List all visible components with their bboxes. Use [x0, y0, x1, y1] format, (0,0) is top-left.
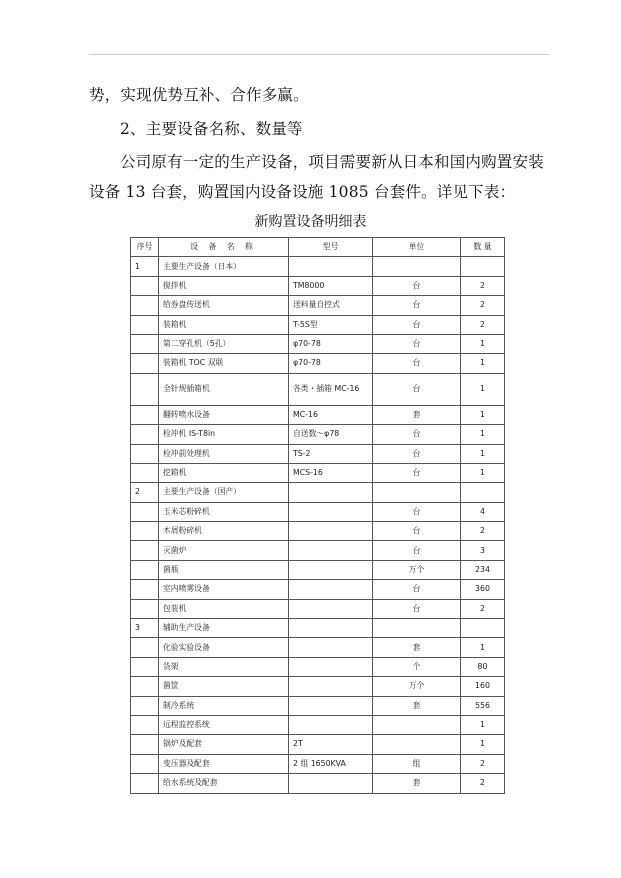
cell-index: 2 — [131, 483, 159, 502]
cell-qty — [461, 257, 505, 276]
cell-index — [131, 463, 159, 482]
cell-model — [289, 257, 373, 276]
cell-model: TS-2 — [289, 444, 373, 463]
cell-qty — [461, 619, 505, 638]
cell-qty: 1 — [461, 334, 505, 353]
table-row — [131, 774, 505, 793]
cell-unit: 台 — [373, 463, 461, 482]
cell-index — [131, 541, 159, 560]
cell-index — [131, 405, 159, 424]
cell-name: 栓冲机 IS-T8in — [159, 425, 289, 444]
table-row — [131, 502, 505, 521]
cell-qty: 2 — [461, 522, 505, 541]
header-rule — [89, 54, 549, 55]
table-row — [131, 296, 505, 315]
cell-model — [289, 483, 373, 502]
cell-model: 送料量自控式 — [289, 296, 373, 315]
cell-index — [131, 715, 159, 734]
cell-qty: 556 — [461, 696, 505, 715]
cell-model — [289, 715, 373, 734]
table-row — [131, 754, 505, 773]
table-row — [131, 334, 505, 353]
cell-name: 第二穿孔机（5孔） — [159, 334, 289, 353]
cell-index — [131, 444, 159, 463]
cell-unit: 万个 — [373, 677, 461, 696]
cell-unit: 台 — [373, 541, 461, 560]
table-row — [131, 425, 505, 444]
cell-unit: 台 — [373, 425, 461, 444]
cell-model: 2T — [289, 735, 373, 754]
cell-index — [131, 522, 159, 541]
table-row — [131, 657, 505, 676]
cell-name: 搅拌机 — [159, 276, 289, 295]
table-row — [131, 560, 505, 579]
cell-qty: 1 — [461, 463, 505, 482]
cell-name: 给水系统及配套 — [159, 774, 289, 793]
cell-index — [131, 354, 159, 373]
cell-unit — [373, 715, 461, 734]
cell-unit — [373, 735, 461, 754]
cell-name: 室内喷雾设备 — [159, 580, 289, 599]
header-model: 型号 — [289, 238, 373, 257]
table-row — [131, 638, 505, 657]
table-row — [131, 599, 505, 618]
cell-index — [131, 425, 159, 444]
cell-model — [289, 599, 373, 618]
cell-model — [289, 560, 373, 579]
cell-name: 装箱机 TOC 双联 — [159, 354, 289, 373]
cell-unit: 个 — [373, 657, 461, 676]
table-row — [131, 715, 505, 734]
cell-index: 1 — [131, 257, 159, 276]
cell-unit: 套 — [373, 696, 461, 715]
table-row — [131, 483, 505, 502]
cell-unit — [373, 257, 461, 276]
cell-model: 各类・插箱 MC-16 — [289, 373, 373, 405]
cell-qty: 234 — [461, 560, 505, 579]
cell-name: 化验实验设备 — [159, 638, 289, 657]
table-row — [131, 696, 505, 715]
cell-qty: 1 — [461, 715, 505, 734]
cell-model — [289, 541, 373, 560]
cell-qty: 360 — [461, 580, 505, 599]
cell-qty: 2 — [461, 754, 505, 773]
cell-name: 菌瓶 — [159, 560, 289, 579]
table-row — [131, 354, 505, 373]
cell-unit: 万个 — [373, 560, 461, 579]
table-row — [131, 541, 505, 560]
cell-qty: 2 — [461, 774, 505, 793]
cell-index — [131, 599, 159, 618]
table-body — [131, 257, 505, 793]
cell-qty: 2 — [461, 599, 505, 618]
cell-index: 3 — [131, 619, 159, 638]
cell-model — [289, 774, 373, 793]
cell-index — [131, 502, 159, 521]
cell-model — [289, 657, 373, 676]
cell-index — [131, 735, 159, 754]
header-unit: 单位 — [373, 238, 461, 257]
cell-model — [289, 619, 373, 638]
cell-name: 远程监控系统 — [159, 715, 289, 734]
cell-qty: 1 — [461, 444, 505, 463]
cell-index — [131, 276, 159, 295]
table-title: 新购置设备明细表 — [254, 214, 367, 230]
cell-qty: 1 — [461, 735, 505, 754]
cell-qty: 3 — [461, 541, 505, 560]
cell-unit: 台 — [373, 444, 461, 463]
cell-index — [131, 334, 159, 353]
table-row — [131, 405, 505, 424]
cell-name: 木屑粉碎机 — [159, 522, 289, 541]
cell-index — [131, 638, 159, 657]
cell-unit: 台 — [373, 276, 461, 295]
cell-unit: 台 — [373, 334, 461, 353]
cell-name: 货架 — [159, 657, 289, 676]
cell-model: MC-16 — [289, 405, 373, 424]
cell-qty: 1 — [461, 638, 505, 657]
cell-model — [289, 696, 373, 715]
section-heading: 2、主要设备名称、数量等 — [120, 120, 303, 138]
cell-model: φ70-78 — [289, 354, 373, 373]
cell-name: 包装机 — [159, 599, 289, 618]
cell-name: 主要生产设备（日本） — [159, 257, 289, 276]
equipment-table — [130, 237, 505, 794]
cell-model — [289, 502, 373, 521]
cell-unit: 台 — [373, 599, 461, 618]
cell-index — [131, 580, 159, 599]
cell-name: 玉米芯粉碎机 — [159, 502, 289, 521]
cell-unit — [373, 619, 461, 638]
cell-unit: 套 — [373, 638, 461, 657]
cell-model: 2 组 1650KVA — [289, 754, 373, 773]
cell-unit: 台 — [373, 522, 461, 541]
cell-model — [289, 522, 373, 541]
cell-model: MCS-16 — [289, 463, 373, 482]
cell-qty: 2 — [461, 315, 505, 334]
cell-name: 全针规插箱机 — [159, 373, 289, 405]
cell-name: 主要生产设备（国产） — [159, 483, 289, 502]
cell-unit: 套 — [373, 774, 461, 793]
cell-qty: 2 — [461, 276, 505, 295]
cell-unit: 台 — [373, 373, 461, 405]
table-row — [131, 735, 505, 754]
cell-index — [131, 657, 159, 676]
cell-name: 翻转喷水设备 — [159, 405, 289, 424]
table-row — [131, 619, 505, 638]
cell-index — [131, 774, 159, 793]
cell-qty — [461, 483, 505, 502]
table-header-row — [131, 238, 505, 257]
header-qty: 数 量 — [461, 238, 505, 257]
table-row — [131, 677, 505, 696]
table-row — [131, 580, 505, 599]
header-name: 设 备 名 称 — [159, 238, 289, 257]
cell-index — [131, 315, 159, 334]
cell-unit: 台 — [373, 354, 461, 373]
cell-qty: 80 — [461, 657, 505, 676]
cell-model: TM8000 — [289, 276, 373, 295]
cell-index — [131, 373, 159, 405]
cell-model: 自送数～φ78 — [289, 425, 373, 444]
cell-name: 灭菌炉 — [159, 541, 289, 560]
cell-qty: 1 — [461, 405, 505, 424]
cell-index — [131, 296, 159, 315]
cell-qty: 1 — [461, 373, 505, 405]
cell-model: φ70-78 — [289, 334, 373, 353]
cell-qty: 2 — [461, 296, 505, 315]
cell-index — [131, 677, 159, 696]
cell-unit: 台 — [373, 315, 461, 334]
paragraph-continuation: 势，实现优势互补、合作多赢。 — [89, 86, 309, 104]
cell-unit: 组 — [373, 754, 461, 773]
cell-model: T-5S型 — [289, 315, 373, 334]
cell-unit: 套 — [373, 405, 461, 424]
cell-unit — [373, 483, 461, 502]
cell-name: 菌筐 — [159, 677, 289, 696]
cell-name: 栓冲前处理机 — [159, 444, 289, 463]
cell-unit: 台 — [373, 580, 461, 599]
table-row — [131, 444, 505, 463]
paragraph-line-1: 公司原有一定的生产设备，项目需要新从日本和国内购置安装 — [120, 153, 544, 171]
table-row — [131, 276, 505, 295]
cell-qty: 1 — [461, 425, 505, 444]
cell-model — [289, 580, 373, 599]
table-row — [131, 257, 505, 276]
table-row — [131, 315, 505, 334]
cell-unit: 台 — [373, 296, 461, 315]
cell-name: 给券盘传送机 — [159, 296, 289, 315]
header-index: 序号 — [131, 238, 159, 257]
cell-name: 辅助生产设备 — [159, 619, 289, 638]
table-row — [131, 522, 505, 541]
cell-index — [131, 696, 159, 715]
cell-qty: 160 — [461, 677, 505, 696]
table-row — [131, 463, 505, 482]
cell-index — [131, 754, 159, 773]
cell-qty: 1 — [461, 354, 505, 373]
table-row — [131, 373, 505, 405]
cell-name: 挖箱机 — [159, 463, 289, 482]
cell-model — [289, 677, 373, 696]
cell-name: 装箱机 — [159, 315, 289, 334]
cell-name: 变压器及配套 — [159, 754, 289, 773]
paragraph-line-2: 设备 13 台套，购置国内设备设施 1085 台套件。详见下表： — [89, 183, 516, 201]
cell-name: 锅炉及配套 — [159, 735, 289, 754]
cell-qty: 4 — [461, 502, 505, 521]
cell-model — [289, 638, 373, 657]
cell-index — [131, 560, 159, 579]
cell-name: 制冷系统 — [159, 696, 289, 715]
cell-unit: 台 — [373, 502, 461, 521]
